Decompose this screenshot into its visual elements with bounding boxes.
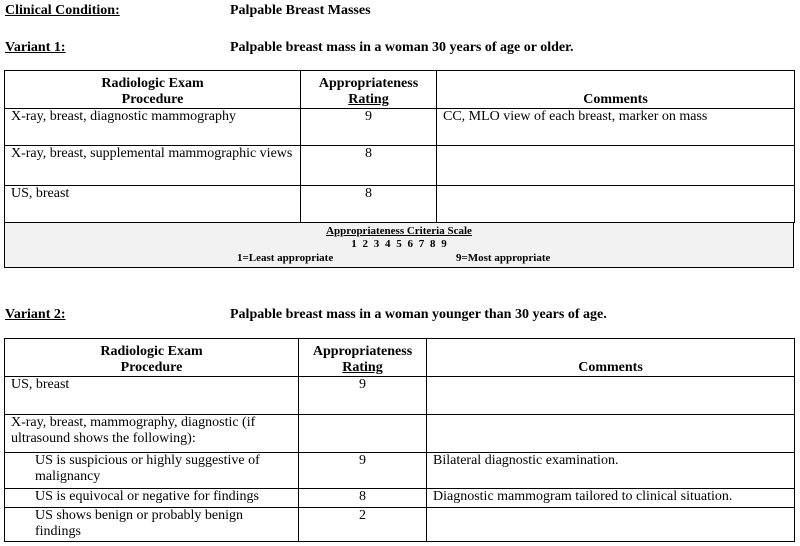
variant1-title: Palpable breast mass in a woman 30 years of age or older. bbox=[230, 40, 574, 55]
rating-cell: 9 bbox=[301, 109, 437, 146]
table-header-row bbox=[5, 71, 795, 109]
clinical-condition-label: Clinical Condition: bbox=[5, 3, 120, 18]
comments-cell bbox=[427, 508, 795, 542]
variant2-title: Palpable breast mass in a woman younger than 30 years of age. bbox=[230, 307, 607, 322]
comments-header: Comments bbox=[427, 339, 795, 377]
table-row bbox=[5, 489, 795, 508]
table-row bbox=[5, 186, 795, 223]
scale-numbers: 1 2 3 4 5 6 7 8 9 bbox=[351, 238, 447, 250]
table-row bbox=[5, 109, 795, 146]
clinical-condition-value: Palpable Breast Masses bbox=[230, 3, 371, 18]
procedure-cell: US shows benign or probably benign findings bbox=[5, 508, 299, 542]
rating-cell: 8 bbox=[299, 489, 427, 508]
comments-cell bbox=[427, 415, 795, 453]
procedure-header: Radiologic Exam Procedure bbox=[5, 71, 301, 109]
procedure-cell: US is suspicious or highly suggestive of malignancy bbox=[5, 453, 299, 489]
procedure-cell: US, breast bbox=[5, 377, 299, 415]
variant2-label: Variant 2: bbox=[5, 307, 66, 322]
comments-cell bbox=[437, 146, 795, 186]
variant1-table bbox=[4, 70, 795, 223]
procedure-cell: US, breast bbox=[5, 186, 301, 223]
procedure-cell: US is equivocal or negative for findings bbox=[5, 489, 299, 508]
comments-header: Comments bbox=[437, 71, 795, 109]
variant1-label: Variant 1: bbox=[5, 40, 66, 55]
procedure-cell: X-ray, breast, supplemental mammographic views bbox=[5, 146, 301, 186]
table-row bbox=[5, 146, 795, 186]
rating-cell: 9 bbox=[299, 453, 427, 489]
rating-header: Appropriateness Rating bbox=[299, 339, 427, 377]
comments-cell: CC, MLO view of each breast, marker on mass bbox=[437, 109, 795, 146]
table-row bbox=[5, 453, 795, 489]
table-row bbox=[5, 377, 795, 415]
rating-cell: 8 bbox=[301, 186, 437, 223]
comments-cell: Bilateral diagnostic examination. bbox=[427, 453, 795, 489]
scale-title: Appropriateness Criteria Scale bbox=[326, 225, 472, 237]
rating-cell bbox=[299, 415, 427, 453]
rating-cell: 8 bbox=[301, 146, 437, 186]
appropriateness-scale bbox=[4, 223, 794, 268]
procedure-header: Radiologic Exam Procedure bbox=[5, 339, 299, 377]
variant2-table bbox=[4, 338, 795, 542]
comments-cell: Diagnostic mammogram tailored to clinical situation. bbox=[427, 489, 795, 508]
table-row bbox=[5, 415, 795, 453]
comments-cell bbox=[437, 186, 795, 223]
table-row bbox=[5, 508, 795, 542]
procedure-cell: X-ray, breast, diagnostic mammography bbox=[5, 109, 301, 146]
scale-least: 1=Least appropriate bbox=[237, 252, 334, 264]
rating-cell: 9 bbox=[299, 377, 427, 415]
rating-header: Appropriateness Rating bbox=[301, 71, 437, 109]
table-header-row bbox=[5, 339, 795, 377]
scale-most: 9=Most appropriate bbox=[456, 252, 551, 264]
rating-cell: 2 bbox=[299, 508, 427, 542]
procedure-cell: X-ray, breast, mammography, diagnostic (if ultrasound shows the following): bbox=[5, 415, 299, 453]
comments-cell bbox=[427, 377, 795, 415]
